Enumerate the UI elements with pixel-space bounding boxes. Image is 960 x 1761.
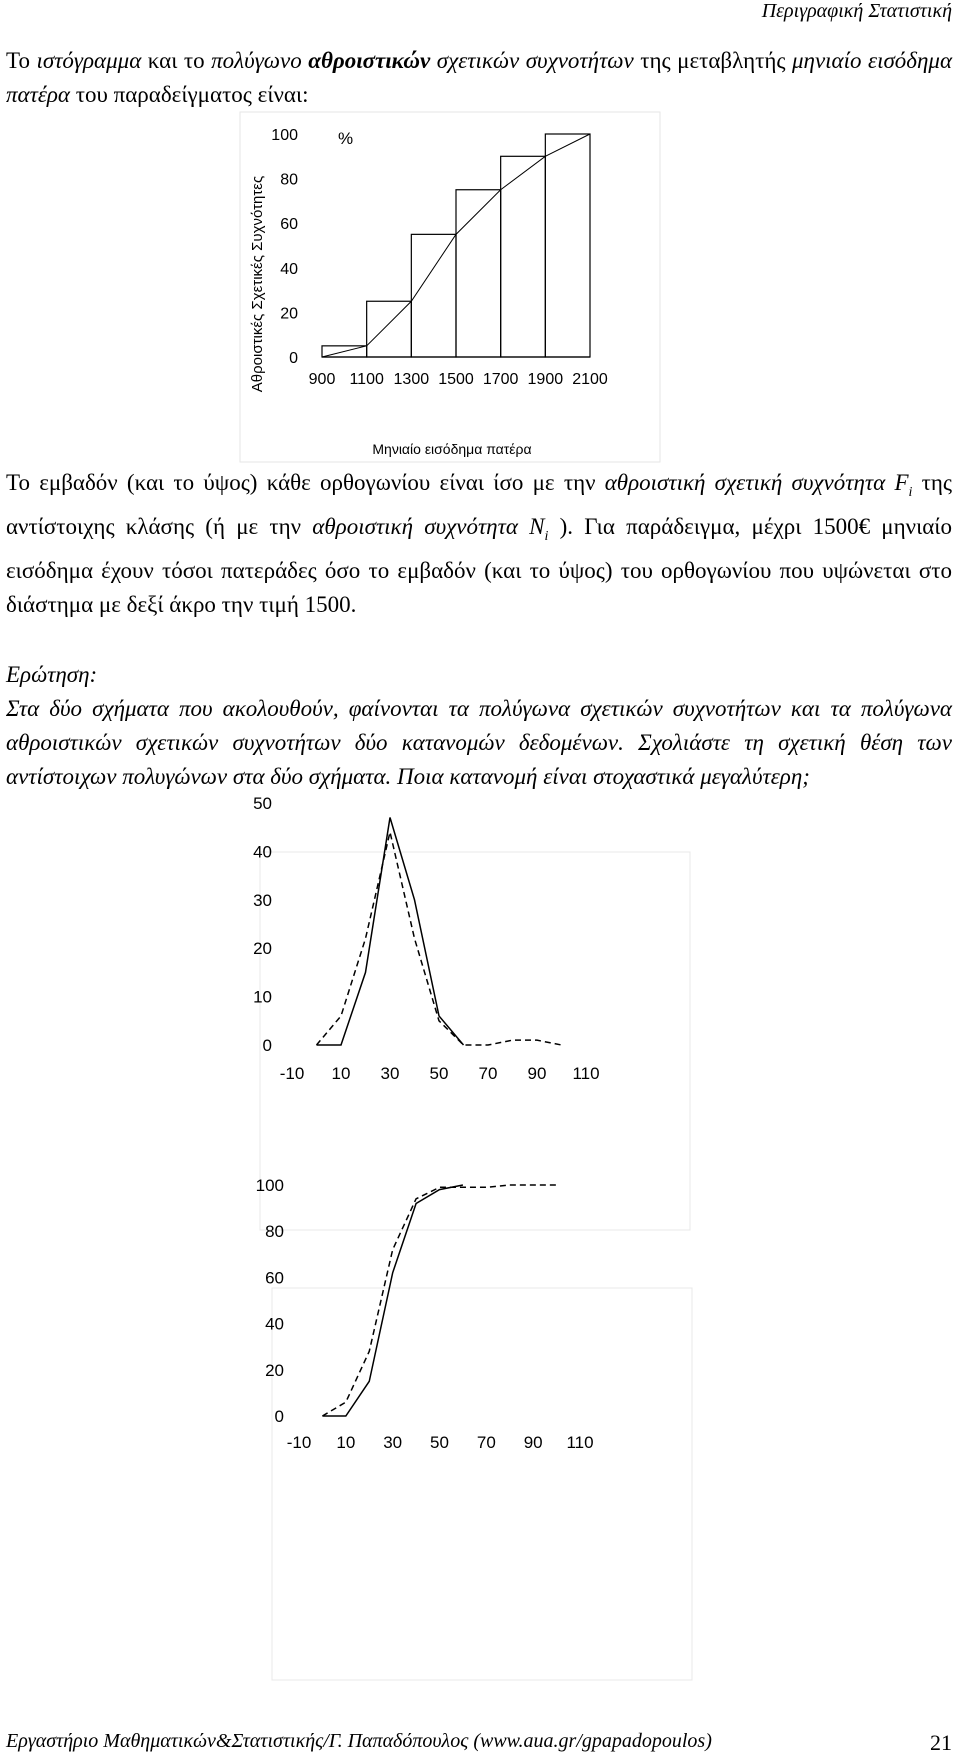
x-tick-label: 90 [523,1433,543,1452]
y-tick-label: 60 [280,216,298,234]
question-text: Στα δύο σχήματα που ακολουθούν, φαίνονται τα πολύγωνα σχετικών συχνοτήτων και τα πολύγωνα αθροιστικών σχετικών συχνοτήτων δύο κατανομών δεδομένων. Σχολιάστε τη σχετική θέση των αντίστοιχων πολυγώνων στα δύο σχήματα. Ποια κατανομή είναι στοχαστικά μεγαλύτερη; [6,696,952,789]
y-tick-label: 20 [253,939,272,959]
relative-frequency-polygons-chart [253,794,690,1230]
x-tick-label: 1900 [527,371,564,388]
x-tick-label: 50 [430,1433,449,1452]
x-tick-label: 2100 [572,371,608,388]
x-tick-label: -10 [286,1433,312,1452]
y-tick-label: 30 [253,890,272,910]
x-tick-label: 70 [476,1433,496,1452]
x-tick-label: 10 [336,1433,356,1452]
y-tick-label: 0 [274,1407,284,1426]
y-tick-label: 10 [253,987,272,1007]
y-tick-label: 0 [289,350,298,367]
chart1-xlabel: Μηνιαίο εισόδημα πατέρα [372,441,532,457]
x-tick-label: 1700 [482,371,519,388]
explanation-paragraph: Το εμβαδόν (και το ύψος) κάθε ορθογωνίου είναι ίσο με την αθροιστική σχετική συχνότητα $F_i$ της αντίστοιχης κλάσης (ή με την αθροιστική συχνότητα $N_i$ ). Για παράδειγμα, μέχρι 1500€ μηνιαίο εισόδημα έχουν τόσοι πατεράδες όσο το εμβαδόν (και το ύψος) του ορθογωνίου που υψώνεται στο διάστημα με δεξί άκρο την τιμή 1500. [6,470,953,617]
x-tick-label: 30 [380,1064,400,1083]
x-tick-label: 1500 [438,371,474,388]
x-tick-label: 900 [308,371,336,388]
y-tick-label: 20 [265,1360,284,1380]
page-number: 21 [930,1730,952,1755]
question-label: Ερώτηση: [6,662,98,687]
x-tick-label: 1100 [349,371,384,388]
x-tick-label: 110 [572,1064,600,1083]
x-tick-label: 110 [566,1433,594,1452]
x-tick-label: 70 [478,1064,498,1083]
intro-paragraph: Το ιστόγραμμα και το πολύγωνο αθροιστικών σχετικών συχνοτήτων της μεταβλητής μηνιαίο εισόδημα πατέρα του παραδείγματος είναι: [6,48,953,107]
y-tick-label: 100 [255,1176,284,1195]
y-tick-label: 40 [253,842,272,862]
y-tick-label: 20 [280,305,298,323]
x-tick-label: -10 [279,1064,305,1083]
cumulative-polygons-chart [255,1176,692,1680]
x-tick-label: 10 [331,1064,351,1083]
y-tick-label: 100 [271,127,298,144]
cumulative-histogram-chart [240,112,660,462]
chart1-ylabel: Αθροιστικές Σχετικές Συχνότητες [249,175,266,393]
x-tick-label: 50 [429,1064,449,1083]
y-tick-label: 80 [265,1222,284,1242]
chart1-y-unit: % [338,129,354,148]
y-tick-label: 60 [265,1268,284,1288]
y-tick-label: 80 [280,171,298,189]
x-tick-label: 30 [383,1433,403,1452]
y-tick-label: 0 [262,1036,272,1055]
x-tick-label: 1300 [393,371,430,388]
running-header: Περιγραφική Στατιστική [761,0,952,22]
y-tick-label: 40 [265,1314,284,1334]
footer-text: Εργαστήριο Μαθηματικών&Στατιστικής/Γ. Παπαδόπουλος (www.aua.gr/gpapadopoulos) [6,1730,712,1752]
y-tick-label: 40 [280,260,298,278]
y-tick-label: 50 [253,794,272,813]
x-tick-label: 90 [527,1064,547,1083]
